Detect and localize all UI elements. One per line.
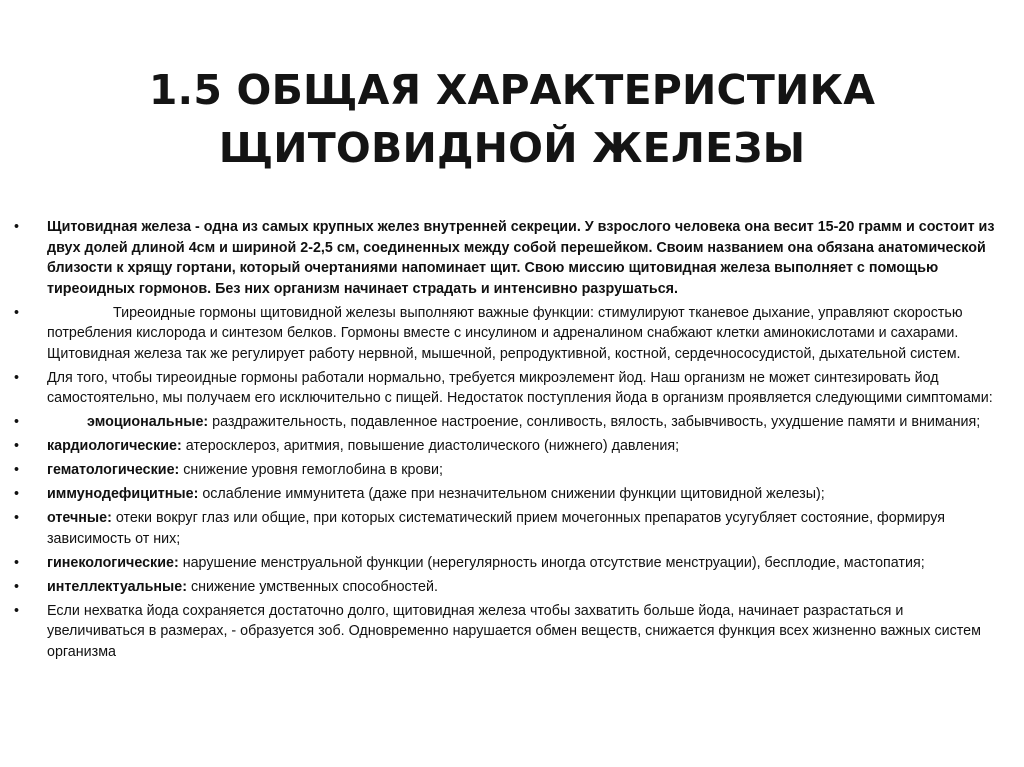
- list-item: [14, 217, 1004, 299]
- item-text: Тиреоидные гормоны щитовидной железы выполняют важные функции: стимулируют тканевое дыхание, управляют скоростью потребления кислорода и синтезом белков. Гормоны вместе с инсулином и адреналином снабжают клетки аминокислотами и сахарами. Щитовидная железа так же регулирует работу нервной, мышечной, репродуктивной, костной, сердечнососудистой, дыхательной систем.: [47, 304, 963, 362]
- item-text: отеки вокруг глаз или общие, при которых систематический прием мочегонных препаратов усугубляет состояние, формируя зависимость от них;: [47, 510, 946, 547]
- item-text: Для того, чтобы тиреоидные гормоны работали нормально, требуется микроэлемент йод. Наш организм не может синтезировать йод самостоятельно, мы получаем его исключительно с пищей. Недостаток поступления йода в организм проявляется следующими симптомами:: [47, 369, 993, 406]
- bullet-marker: •: [14, 304, 20, 321]
- list-item: [14, 508, 1004, 549]
- page-title: [60, 61, 964, 177]
- bullet-marker: •: [14, 554, 20, 571]
- title-line-2: ЩИТОВИДНОЙ ЖЕЛЕЗЫ: [218, 124, 806, 173]
- list-item: [14, 368, 1004, 409]
- item-term: отечные:: [47, 510, 112, 526]
- list-item: [14, 577, 1004, 598]
- bullet-marker: •: [14, 486, 20, 502]
- item-text: Щитовидная железа - одна из самых крупных желез внутренней секреции. У взрослого человека она весит 15-20 грамм и состоит из двух долей длиной 4см и шириной 2-2,5 см, соединенных между собой перешейком. Своим названием она обязана анатомической близости к хрящу гортани, который очертаниями напоминает щит. Свою миссию щитовидная железа выполняет с помощью тиреоидных гормонов. Без них организм начинает страдать и интенсивно разрушаться.: [47, 219, 995, 297]
- bullet-marker: •: [14, 602, 20, 619]
- bullet-marker: •: [14, 510, 20, 526]
- title-line-1: 1.5 ОБЩАЯ ХАРАКТЕРИСТИКА: [148, 66, 876, 115]
- list-item: [14, 553, 1004, 574]
- item-text: Если нехватка йода сохраняется достаточно долго, щитовидная железа чтобы захватить больше йода, начинает разрастаться и увеличиваться в размерах, - образуется зоб. Одновременно нарушается обмен веществ, снижается функция всех жизненно важных систем организма: [47, 602, 981, 660]
- item-text: снижение умственных способностей.: [186, 578, 438, 595]
- bullet-marker: •: [14, 438, 20, 454]
- list-item: [14, 601, 1004, 663]
- list-item: [14, 303, 1004, 365]
- item-text: раздражительность, подавленное настроение, сонливость, вялость, забывчивость, ухудшение памяти и внимания;: [208, 414, 981, 430]
- list-item: [14, 436, 1004, 457]
- bullet-marker: •: [14, 414, 20, 430]
- item-term: кардиологические:: [47, 438, 182, 454]
- list-item: [14, 412, 1004, 433]
- item-text: атеросклероз, аритмия, повышение диастолического (нижнего) давления;: [181, 438, 680, 454]
- item-term: гематологические:: [47, 462, 180, 478]
- item-term: гинекологические:: [47, 554, 179, 571]
- list-item: [14, 460, 1004, 481]
- bullet-marker: •: [14, 369, 20, 386]
- list-item: [14, 484, 1004, 505]
- bullet-marker: •: [14, 462, 20, 478]
- item-term: иммунодефицитные:: [47, 486, 199, 502]
- item-text: снижение уровня гемоглобина в крови;: [179, 462, 443, 478]
- item-term: интеллектуальные:: [47, 578, 187, 595]
- item-text: ослабление иммунитета (даже при незначительном снижении функции щитовидной железы);: [198, 486, 825, 502]
- item-term: эмоциональные:: [87, 414, 209, 430]
- bullet-list: [14, 217, 1004, 666]
- item-text: нарушение менструальной функции (нерегулярность иногда отсутствие менструации), бесплодие, мастопатия;: [178, 554, 925, 571]
- bullet-marker: •: [14, 219, 20, 235]
- bullet-marker: •: [14, 578, 20, 595]
